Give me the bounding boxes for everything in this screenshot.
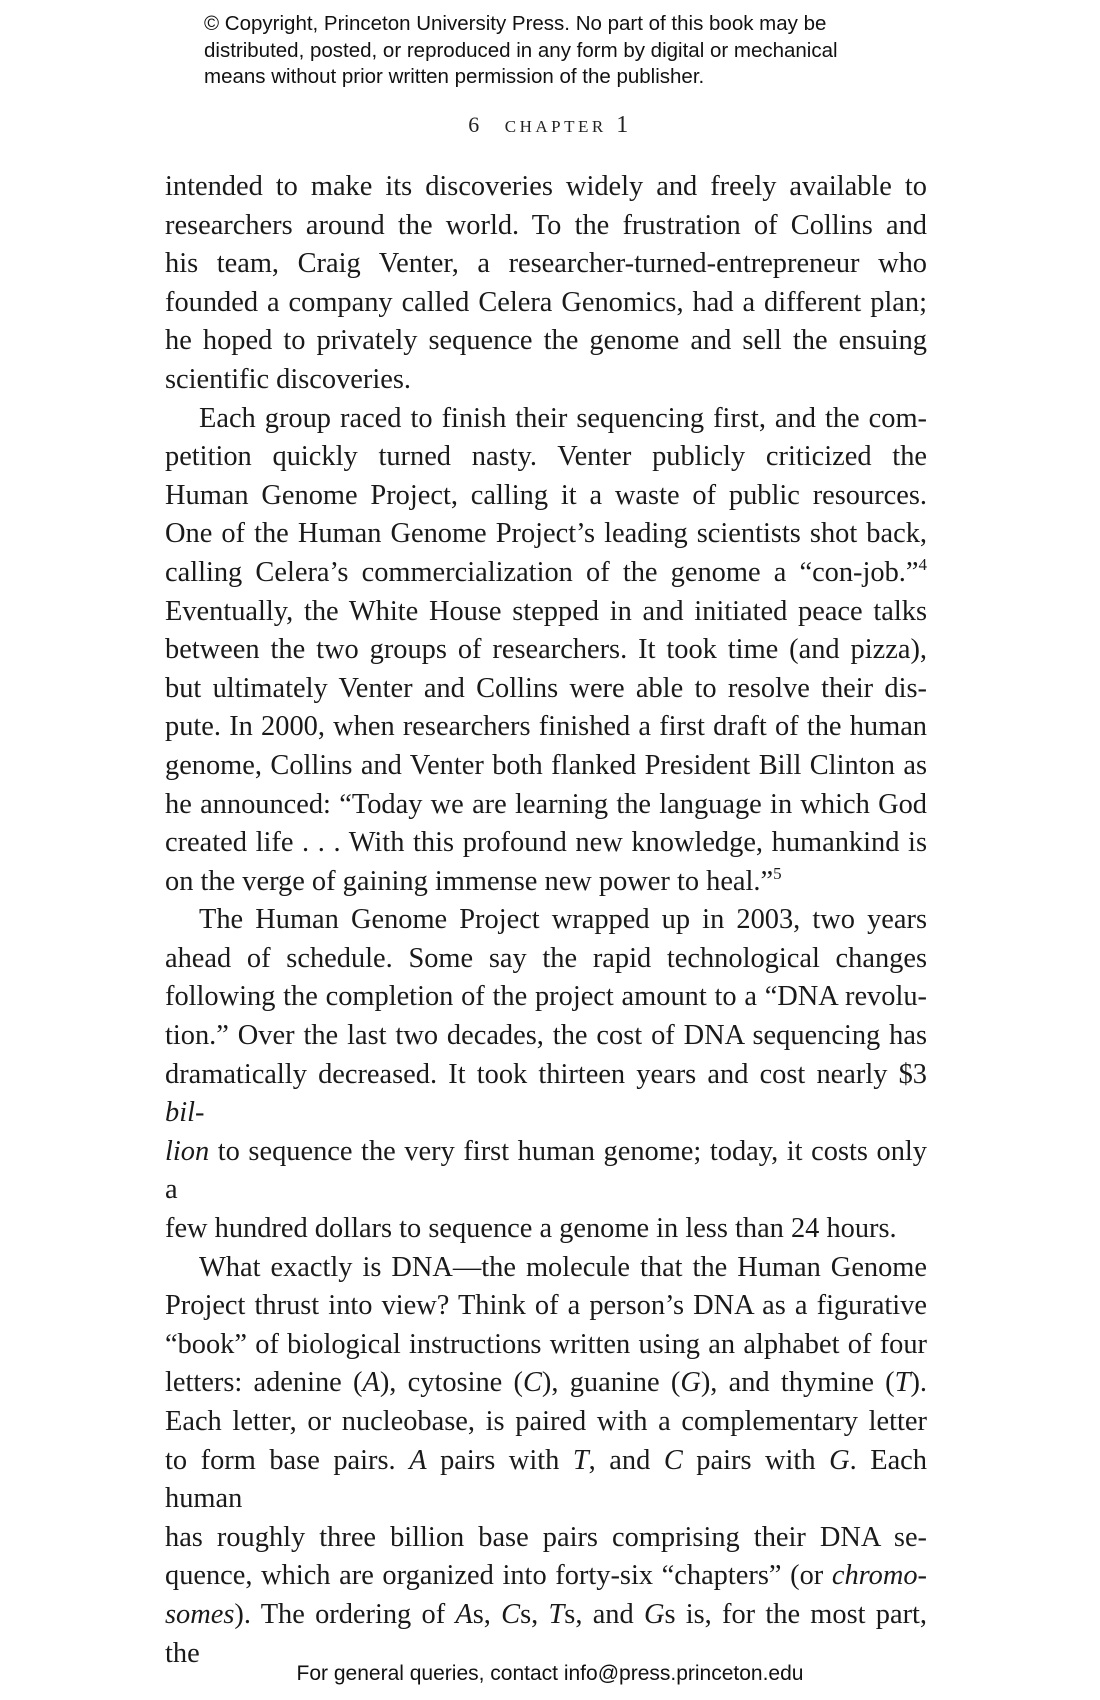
paragraph bbox=[165, 1364, 927, 1403]
text-line: founded a company called Celera Genomics, had a different plan; bbox=[165, 286, 927, 318]
text-line: calling Celera’s commercialization of the genome a “con-job.” bbox=[165, 556, 919, 588]
paragraph bbox=[165, 515, 927, 554]
paragraph bbox=[165, 1017, 927, 1056]
text-line: quence, which are organized into forty-six “chapters” (or bbox=[165, 1560, 832, 1592]
paragraph bbox=[165, 786, 927, 825]
italic-letter: A bbox=[409, 1444, 427, 1476]
text-fragment: , and bbox=[588, 1444, 664, 1476]
chapter-label: chapter 1 bbox=[504, 112, 632, 138]
text-line: Each letter, or nucleobase, is paired with a complementary letter bbox=[165, 1406, 927, 1437]
italic-letter: C bbox=[501, 1598, 521, 1630]
text-fragment: ), cytosine ( bbox=[379, 1367, 523, 1399]
italic-letter: C bbox=[663, 1444, 683, 1476]
footnote-ref: 5 bbox=[773, 863, 782, 883]
paragraph-end bbox=[165, 361, 927, 400]
text-fragment: ), guanine ( bbox=[541, 1367, 681, 1399]
text-fragment: ). bbox=[910, 1367, 927, 1399]
paragraph bbox=[165, 1557, 927, 1596]
body-text bbox=[165, 168, 927, 1673]
paragraph bbox=[165, 978, 927, 1017]
text-line: “book” of biological instructions written using an alphabet of four bbox=[165, 1328, 927, 1360]
paragraph bbox=[165, 747, 927, 786]
text-line: his team, Craig Venter, a researcher-turned-entrepreneur who bbox=[165, 248, 927, 280]
paragraph bbox=[165, 1403, 927, 1442]
text-line: dramatically decreased. It took thirteen years and cost nearly $3 bbox=[165, 1058, 927, 1090]
text-line: Each group raced to finish their sequencing first, and the com- bbox=[199, 402, 927, 434]
text-line: Eventually, the White House stepped in and initiated peace talks bbox=[165, 595, 927, 627]
page-number: 6 bbox=[468, 112, 480, 137]
copyright-line: means without prior written permission of the publisher. bbox=[204, 65, 705, 88]
italic-letter: T bbox=[894, 1367, 911, 1399]
text-line: Project thrust into view? Think of a person’s DNA as a figurative bbox=[165, 1290, 927, 1322]
italic-text: bil- bbox=[165, 1097, 205, 1129]
text-line: to form base pairs. bbox=[165, 1444, 410, 1476]
text-line: but ultimately Venter and Collins were able to resolve their dis- bbox=[165, 672, 927, 704]
text-line: ahead of schedule. Some say the rapid technological changes bbox=[165, 942, 927, 974]
paragraph bbox=[165, 1287, 927, 1326]
text-line: letters: adenine ( bbox=[165, 1367, 363, 1399]
text-line: What exactly is DNA—the molecule that the Human Genome bbox=[199, 1251, 927, 1283]
italic-letter: A bbox=[455, 1598, 473, 1630]
text-line: tion.” Over the last two decades, the cost of DNA sequencing has bbox=[165, 1020, 927, 1052]
text-line: genome, Collins and Venter both flanked President Bill Clinton as bbox=[165, 749, 927, 781]
paragraph bbox=[165, 940, 927, 979]
paragraph bbox=[165, 400, 927, 439]
text-line: One of the Human Genome Project’s leading scientists shot back, bbox=[165, 518, 927, 550]
italic-text: lion bbox=[165, 1135, 210, 1167]
italic-text: somes bbox=[165, 1598, 235, 1630]
paragraph bbox=[165, 824, 927, 863]
text-fragment: ). The ordering of bbox=[234, 1598, 456, 1630]
text-fragment: s, and bbox=[564, 1598, 644, 1630]
paragraph bbox=[165, 901, 927, 940]
text-line: he hoped to privately sequence the genome and sell the ensuing bbox=[165, 325, 927, 357]
italic-letter: C bbox=[522, 1367, 542, 1399]
paragraph bbox=[165, 631, 927, 670]
paragraph bbox=[165, 1442, 927, 1519]
text-line: The Human Genome Project wrapped up in 2003, two years bbox=[199, 904, 927, 936]
text-fragment: . Each human bbox=[165, 1444, 927, 1515]
paragraph bbox=[165, 477, 927, 516]
text-line: intended to make its discoveries widely and freely available to bbox=[165, 171, 927, 202]
paragraph bbox=[165, 670, 927, 709]
paragraph bbox=[165, 1519, 927, 1558]
text-fragment: s is, for the most part, the bbox=[165, 1598, 928, 1669]
paragraph-end bbox=[165, 1210, 927, 1249]
copyright-notice bbox=[204, 11, 964, 91]
text-line: following the completion of the project amount to a “DNA revolu- bbox=[165, 981, 927, 1013]
text-fragment: pairs with bbox=[426, 1444, 573, 1476]
text-line: scientific discoveries. bbox=[165, 363, 411, 395]
paragraph bbox=[165, 438, 927, 477]
copyright-line: © Copyright, Princeton University Press. No part of this book may be bbox=[204, 12, 827, 35]
italic-letter: T bbox=[548, 1598, 565, 1630]
paragraph bbox=[165, 593, 927, 632]
text-line: few hundred dollars to sequence a genome in less than 24 hours. bbox=[165, 1213, 897, 1245]
paragraph bbox=[165, 708, 927, 747]
paragraph bbox=[165, 1249, 927, 1288]
text-line: has roughly three billion base pairs comprising their DNA se- bbox=[165, 1521, 927, 1553]
text-line: Human Genome Project, calling it a waste of public resources. bbox=[165, 479, 927, 511]
paragraph-end bbox=[165, 863, 927, 902]
footer-contact: For general queries, contact info@press.princeton.edu bbox=[296, 1662, 804, 1685]
paragraph bbox=[165, 1133, 927, 1210]
italic-letter: G bbox=[680, 1367, 701, 1399]
text-line: pute. In 2000, when researchers finished a first draft of the human bbox=[165, 711, 927, 743]
paragraph bbox=[165, 1056, 927, 1133]
copyright-line: distributed, posted, or reproduced in any form by digital or mechanical bbox=[204, 38, 838, 62]
italic-letter: A bbox=[362, 1367, 380, 1399]
text-fragment: s, bbox=[520, 1598, 549, 1630]
text-line: petition quickly turned nasty. Venter publicly criticized the bbox=[165, 441, 927, 473]
italic-letter: G bbox=[643, 1598, 665, 1630]
paragraph bbox=[165, 168, 927, 361]
text-line: on the verge of gaining immense new power to heal.” bbox=[165, 865, 774, 897]
text-line: created life . . . With this profound new knowledge, humankind is bbox=[165, 827, 927, 859]
text-line: to sequence the very first human genome; today, it costs only a bbox=[165, 1135, 927, 1206]
footnote-ref: 4 bbox=[918, 554, 927, 574]
text-line: between the two groups of researchers. It took time (and pizza), bbox=[165, 634, 927, 666]
paragraph bbox=[165, 554, 927, 593]
text-fragment: ), and thymine ( bbox=[700, 1367, 895, 1399]
running-head bbox=[0, 112, 1100, 139]
text-line: he announced: “Today we are learning the language in which God bbox=[165, 788, 927, 820]
text-line: researchers around the world. To the frustration of Collins and bbox=[165, 209, 927, 241]
italic-text: chromo- bbox=[831, 1560, 927, 1592]
italic-letter: G bbox=[829, 1444, 850, 1476]
text-fragment: s, bbox=[472, 1598, 502, 1630]
paragraph bbox=[165, 1326, 927, 1365]
italic-letter: T bbox=[572, 1444, 589, 1476]
text-fragment: pairs with bbox=[682, 1444, 830, 1476]
